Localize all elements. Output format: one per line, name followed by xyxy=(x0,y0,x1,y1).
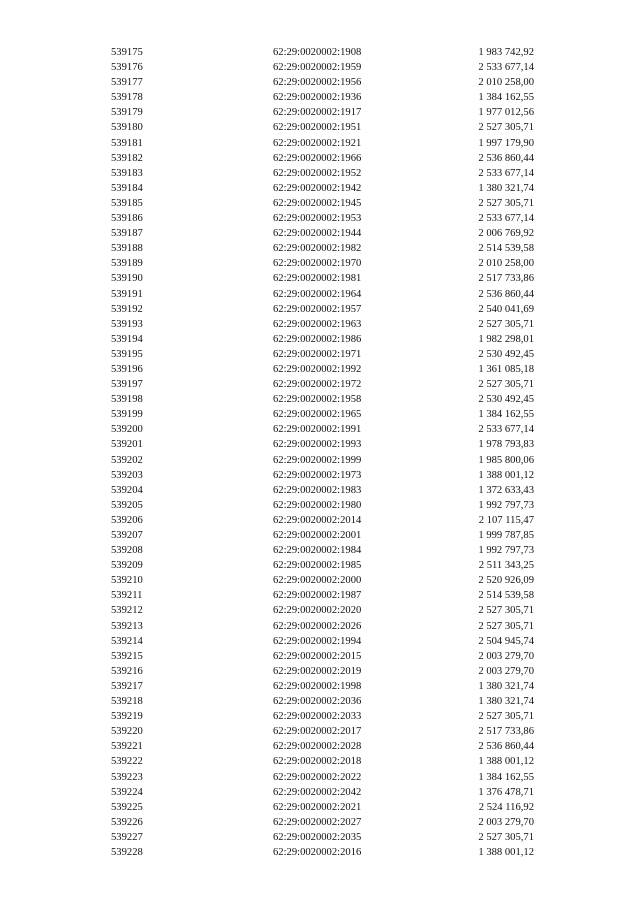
cadastral-number: 62:29:0020002:2015 xyxy=(273,650,362,662)
table-row xyxy=(0,196,640,211)
cadastral-value: 2 514 539,58 xyxy=(478,243,534,255)
cadastral-value: 1 384 162,55 xyxy=(478,409,534,421)
cadastral-number: 62:29:0020002:2042 xyxy=(273,786,362,798)
row-number: 539188 xyxy=(111,243,143,255)
cadastral-number: 62:29:0020002:1973 xyxy=(273,469,362,481)
cadastral-value: 2 514 539,58 xyxy=(478,590,534,602)
table-row xyxy=(0,830,640,845)
cadastral-value: 2 517 733,86 xyxy=(478,273,534,285)
row-number: 539193 xyxy=(111,318,143,330)
cadastral-value: 1 384 162,55 xyxy=(478,92,534,104)
cadastral-value: 2 527 305,71 xyxy=(478,711,534,723)
cadastral-value: 1 985 800,06 xyxy=(478,454,534,466)
row-number: 539210 xyxy=(111,575,143,587)
row-number: 539180 xyxy=(111,122,143,134)
cadastral-value: 2 107 115,47 xyxy=(478,514,534,526)
cadastral-value: 1 388 001,12 xyxy=(478,846,534,858)
table-row xyxy=(0,60,640,75)
cadastral-value: 1 992 797,73 xyxy=(478,545,534,557)
row-number: 539222 xyxy=(111,756,143,768)
row-number: 539209 xyxy=(111,560,143,572)
row-number: 539179 xyxy=(111,107,143,119)
table-row xyxy=(0,45,640,60)
row-number: 539199 xyxy=(111,409,143,421)
row-number: 539177 xyxy=(111,77,143,89)
table-row xyxy=(0,845,640,860)
cadastral-value: 1 983 742,92 xyxy=(478,47,534,58)
table-row xyxy=(0,664,640,679)
table-row xyxy=(0,543,640,558)
row-number: 539216 xyxy=(111,665,143,677)
row-number: 539215 xyxy=(111,650,143,662)
cadastral-value: 2 520 926,09 xyxy=(478,575,534,587)
cadastral-number: 62:29:0020002:2001 xyxy=(273,530,362,541)
cadastral-value: 2 527 305,71 xyxy=(478,379,534,391)
cadastral-value: 1 376 478,71 xyxy=(478,786,534,798)
table-row xyxy=(0,302,640,317)
table-row xyxy=(0,739,640,754)
cadastral-number: 62:29:0020002:2033 xyxy=(273,711,362,723)
table-row xyxy=(0,573,640,588)
cadastral-value: 2 003 279,70 xyxy=(478,650,534,662)
cadastral-number: 62:29:0020002:1992 xyxy=(273,363,362,375)
row-number: 539211 xyxy=(111,590,143,602)
row-number: 539226 xyxy=(111,816,143,828)
cadastral-number: 62:29:0020002:1984 xyxy=(273,545,362,557)
row-number: 539200 xyxy=(111,424,143,436)
cadastral-value: 1 982 298,01 xyxy=(478,333,534,345)
cadastral-value: 2 517 733,86 xyxy=(478,726,534,738)
table-row xyxy=(0,679,640,694)
table-row xyxy=(0,317,640,332)
row-number: 539189 xyxy=(111,258,143,270)
row-number: 539183 xyxy=(111,167,143,179)
row-number: 539181 xyxy=(111,137,143,149)
cadastral-number: 62:29:0020002:2022 xyxy=(273,771,362,783)
cadastral-value: 2 533 677,14 xyxy=(478,62,534,74)
table-row xyxy=(0,287,640,302)
row-number: 539197 xyxy=(111,379,143,391)
cadastral-value: 1 384 162,55 xyxy=(478,771,534,783)
cadastral-value: 1 380 321,74 xyxy=(478,182,534,194)
cadastral-number: 62:29:0020002:1956 xyxy=(273,77,362,89)
cadastral-value: 1 380 321,74 xyxy=(478,680,534,692)
data-table xyxy=(0,45,640,860)
cadastral-number: 62:29:0020002:1958 xyxy=(273,394,362,406)
cadastral-number: 62:29:0020002:2000 xyxy=(273,575,362,587)
table-row xyxy=(0,815,640,830)
row-number: 539206 xyxy=(111,514,143,526)
cadastral-number: 62:29:0020002:1994 xyxy=(273,635,362,647)
table-row xyxy=(0,558,640,573)
table-row xyxy=(0,619,640,634)
row-number: 539223 xyxy=(111,771,143,783)
table-row xyxy=(0,422,640,437)
cadastral-number: 62:29:0020002:2020 xyxy=(273,605,362,617)
row-number: 539184 xyxy=(111,182,143,194)
table-row xyxy=(0,241,640,256)
cadastral-number: 62:29:0020002:1921 xyxy=(273,137,362,149)
cadastral-number: 62:29:0020002:2027 xyxy=(273,816,362,828)
row-number: 539228 xyxy=(111,846,143,858)
row-number: 539202 xyxy=(111,454,143,466)
cadastral-number: 62:29:0020002:2026 xyxy=(273,620,362,632)
cadastral-value: 2 524 116,92 xyxy=(478,801,534,813)
cadastral-value: 2 533 677,14 xyxy=(478,424,534,436)
cadastral-value: 2 536 860,44 xyxy=(478,288,534,300)
cadastral-number: 62:29:0020002:1963 xyxy=(273,318,362,330)
cadastral-number: 62:29:0020002:1944 xyxy=(273,228,362,240)
row-number: 539194 xyxy=(111,333,143,345)
cadastral-value: 2 530 492,45 xyxy=(478,394,534,406)
row-number: 539192 xyxy=(111,303,143,315)
cadastral-number: 62:29:0020002:2028 xyxy=(273,741,362,753)
cadastral-value: 2 533 677,14 xyxy=(478,213,534,225)
table-row xyxy=(0,770,640,785)
cadastral-value: 1 388 001,12 xyxy=(478,469,534,481)
cadastral-number: 62:29:0020002:1957 xyxy=(273,303,362,315)
cadastral-value: 2 536 860,44 xyxy=(478,152,534,164)
cadastral-value: 2 511 343,25 xyxy=(478,560,534,572)
cadastral-number: 62:29:0020002:2017 xyxy=(273,726,362,738)
cadastral-number: 62:29:0020002:2021 xyxy=(273,801,362,813)
row-number: 539198 xyxy=(111,394,143,406)
row-number: 539205 xyxy=(111,499,143,511)
table-row xyxy=(0,362,640,377)
row-number: 539187 xyxy=(111,228,143,240)
row-number: 539227 xyxy=(111,831,143,843)
cadastral-value: 2 504 945,74 xyxy=(478,635,534,647)
table-row xyxy=(0,332,640,347)
row-number: 539182 xyxy=(111,152,143,164)
table-row xyxy=(0,785,640,800)
cadastral-number: 62:29:0020002:1985 xyxy=(273,560,362,572)
row-number: 539185 xyxy=(111,197,143,209)
cadastral-value: 2 527 305,71 xyxy=(478,605,534,617)
cadastral-value: 2 540 041,69 xyxy=(478,303,534,315)
cadastral-number: 62:29:0020002:2018 xyxy=(273,756,362,768)
table-row xyxy=(0,392,640,407)
table-row xyxy=(0,120,640,135)
row-number: 539225 xyxy=(111,801,143,813)
row-number: 539191 xyxy=(111,288,143,300)
cadastral-number: 62:29:0020002:1991 xyxy=(273,424,362,436)
row-number: 539224 xyxy=(111,786,143,798)
cadastral-number: 62:29:0020002:2014 xyxy=(273,514,362,526)
row-number: 539186 xyxy=(111,213,143,225)
table-row xyxy=(0,226,640,241)
cadastral-value: 1 992 797,73 xyxy=(478,499,534,511)
cadastral-value: 1 380 321,74 xyxy=(478,696,534,708)
row-number: 539219 xyxy=(111,711,143,723)
table-row xyxy=(0,271,640,286)
table-row xyxy=(0,211,640,226)
cadastral-value: 1 977 012,56 xyxy=(478,107,534,119)
table-row xyxy=(0,407,640,422)
cadastral-value: 1 372 633,43 xyxy=(478,484,534,496)
row-number: 539217 xyxy=(111,680,143,692)
cadastral-number: 62:29:0020002:1993 xyxy=(273,439,362,451)
row-number: 539175 xyxy=(111,47,143,58)
row-number: 539203 xyxy=(111,469,143,481)
row-number: 539214 xyxy=(111,635,143,647)
table-row xyxy=(0,800,640,815)
cadastral-number: 62:29:0020002:1953 xyxy=(273,213,362,225)
row-number: 539201 xyxy=(111,439,143,451)
cadastral-number: 62:29:0020002:1970 xyxy=(273,258,362,270)
table-row xyxy=(0,75,640,90)
row-number: 539212 xyxy=(111,605,143,617)
cadastral-number: 62:29:0020002:1972 xyxy=(273,379,362,391)
cadastral-number: 62:29:0020002:1945 xyxy=(273,197,362,209)
cadastral-number: 62:29:0020002:2019 xyxy=(273,665,362,677)
cadastral-value: 2 533 677,14 xyxy=(478,167,534,179)
row-number: 539178 xyxy=(111,92,143,104)
table-row xyxy=(0,634,640,649)
cadastral-value: 2 003 279,70 xyxy=(478,665,534,677)
cadastral-value: 2 530 492,45 xyxy=(478,348,534,360)
table-row xyxy=(0,181,640,196)
cadastral-value: 2 010 258,00 xyxy=(478,77,534,89)
row-number: 539213 xyxy=(111,620,143,632)
cadastral-value: 2 527 305,71 xyxy=(478,620,534,632)
cadastral-number: 62:29:0020002:2035 xyxy=(273,831,362,843)
row-number: 539207 xyxy=(111,530,143,541)
cadastral-number: 62:29:0020002:1965 xyxy=(273,409,362,421)
cadastral-value: 1 361 085,18 xyxy=(478,363,534,375)
table-row xyxy=(0,256,640,271)
cadastral-number: 62:29:0020002:1987 xyxy=(273,590,362,602)
cadastral-number: 62:29:0020002:1951 xyxy=(273,122,362,134)
cadastral-value: 1 999 787,85 xyxy=(478,530,534,541)
table-row xyxy=(0,151,640,166)
cadastral-value: 2 003 279,70 xyxy=(478,816,534,828)
cadastral-number: 62:29:0020002:1908 xyxy=(273,47,362,58)
table-row xyxy=(0,649,640,664)
cadastral-value: 1 978 793,83 xyxy=(478,439,534,451)
cadastral-number: 62:29:0020002:1971 xyxy=(273,348,362,360)
table-row xyxy=(0,513,640,528)
cadastral-value: 2 527 305,71 xyxy=(478,122,534,134)
table-row xyxy=(0,754,640,769)
table-row xyxy=(0,709,640,724)
cadastral-number: 62:29:0020002:1998 xyxy=(273,680,362,692)
table-row xyxy=(0,603,640,618)
cadastral-number: 62:29:0020002:1952 xyxy=(273,167,362,179)
table-row xyxy=(0,347,640,362)
cadastral-number: 62:29:0020002:1966 xyxy=(273,152,362,164)
cadastral-number: 62:29:0020002:1942 xyxy=(273,182,362,194)
cadastral-value: 2 536 860,44 xyxy=(478,741,534,753)
cadastral-number: 62:29:0020002:1986 xyxy=(273,333,362,345)
cadastral-value: 2 006 769,92 xyxy=(478,228,534,240)
table-row xyxy=(0,498,640,513)
row-number: 539204 xyxy=(111,484,143,496)
cadastral-value: 1 388 001,12 xyxy=(478,756,534,768)
table-row xyxy=(0,724,640,739)
table-row xyxy=(0,588,640,603)
cadastral-value: 2 010 258,00 xyxy=(478,258,534,270)
row-number: 539195 xyxy=(111,348,143,360)
table-row xyxy=(0,483,640,498)
table-row xyxy=(0,105,640,120)
row-number: 539208 xyxy=(111,545,143,557)
cadastral-number: 62:29:0020002:1964 xyxy=(273,288,362,300)
table-row xyxy=(0,166,640,181)
row-number: 539221 xyxy=(111,741,143,753)
row-number: 539196 xyxy=(111,363,143,375)
cadastral-number: 62:29:0020002:1999 xyxy=(273,454,362,466)
row-number: 539218 xyxy=(111,696,143,708)
cadastral-number: 62:29:0020002:2016 xyxy=(273,846,362,858)
table-row xyxy=(0,377,640,392)
row-number: 539190 xyxy=(111,273,143,285)
table-row xyxy=(0,468,640,483)
cadastral-value: 2 527 305,71 xyxy=(478,831,534,843)
row-number: 539176 xyxy=(111,62,143,74)
cadastral-number: 62:29:0020002:1917 xyxy=(273,107,362,119)
table-row xyxy=(0,90,640,105)
table-row xyxy=(0,453,640,468)
cadastral-number: 62:29:0020002:1959 xyxy=(273,62,362,74)
cadastral-number: 62:29:0020002:1982 xyxy=(273,243,362,255)
cadastral-number: 62:29:0020002:1983 xyxy=(273,484,362,496)
table-row xyxy=(0,528,640,543)
table-row xyxy=(0,136,640,151)
cadastral-number: 62:29:0020002:1981 xyxy=(273,273,362,285)
cadastral-number: 62:29:0020002:1936 xyxy=(273,92,362,104)
cadastral-value: 2 527 305,71 xyxy=(478,197,534,209)
row-number: 539220 xyxy=(111,726,143,738)
cadastral-number: 62:29:0020002:2036 xyxy=(273,696,362,708)
cadastral-value: 2 527 305,71 xyxy=(478,318,534,330)
table-row xyxy=(0,694,640,709)
table-row xyxy=(0,437,640,452)
cadastral-value: 1 997 179,90 xyxy=(478,137,534,149)
cadastral-number: 62:29:0020002:1980 xyxy=(273,499,362,511)
